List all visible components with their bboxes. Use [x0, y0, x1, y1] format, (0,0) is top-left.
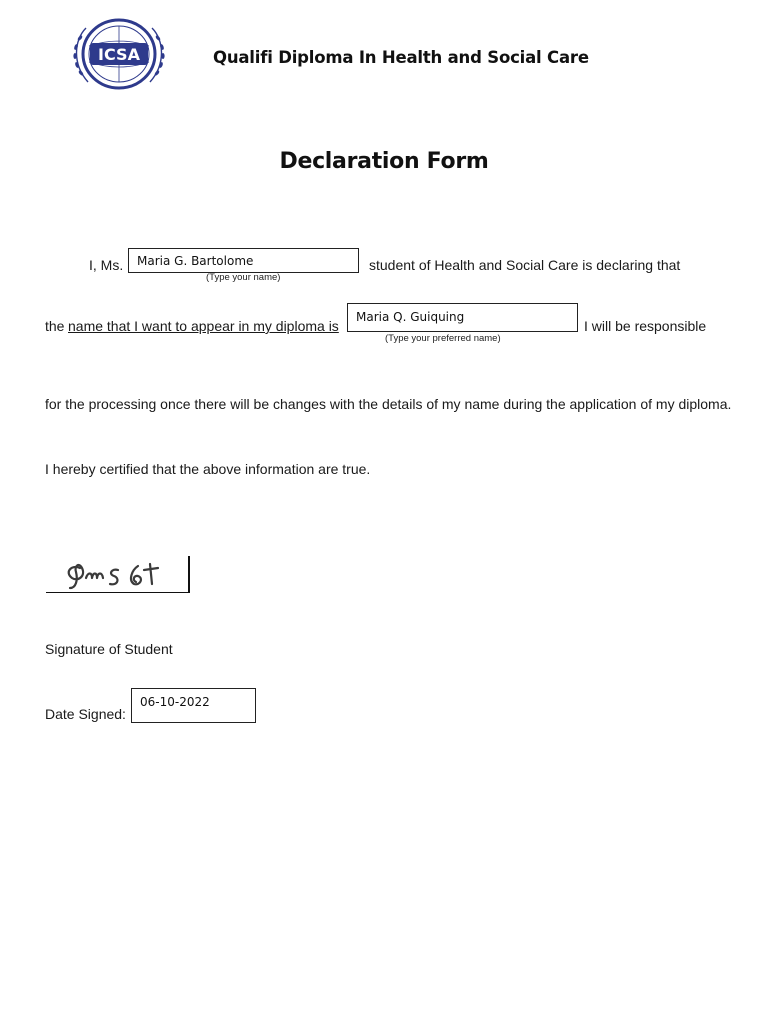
student-name-field[interactable]: Maria G. Bartolome	[128, 248, 359, 273]
preferred-name-hint: (Type your preferred name)	[385, 333, 501, 344]
icsa-logo	[68, 16, 170, 92]
line3-text: for the processing once there will be changes with the details of my name during the application of my diploma.	[45, 396, 732, 412]
line1-suffix: student of Health and Social Care is declaring that	[369, 257, 681, 273]
line2-prefix: the	[45, 318, 65, 334]
logo-text: ICSA	[98, 45, 140, 64]
line2-underlined-text: name that I want to appear in my diploma is	[68, 318, 339, 334]
date-signed-field[interactable]: 06-10-2022	[131, 688, 256, 723]
date-label: Date Signed:	[45, 706, 126, 722]
signature-box[interactable]	[46, 556, 190, 593]
preferred-name-field[interactable]: Maria Q. Guiquing	[347, 303, 578, 332]
line2-suffix: I will be responsible	[584, 318, 707, 334]
certification-text: I hereby certified that the above information are true.	[45, 461, 371, 477]
student-name-hint: (Type your name)	[206, 272, 281, 283]
form-title: Declaration Form	[279, 149, 489, 174]
header-title: Qualifi Diploma In Health and Social Care	[213, 48, 589, 67]
line1-prefix: I, Ms.	[89, 257, 124, 273]
signature-label: Signature of Student	[45, 641, 173, 657]
signature-image	[46, 556, 186, 592]
